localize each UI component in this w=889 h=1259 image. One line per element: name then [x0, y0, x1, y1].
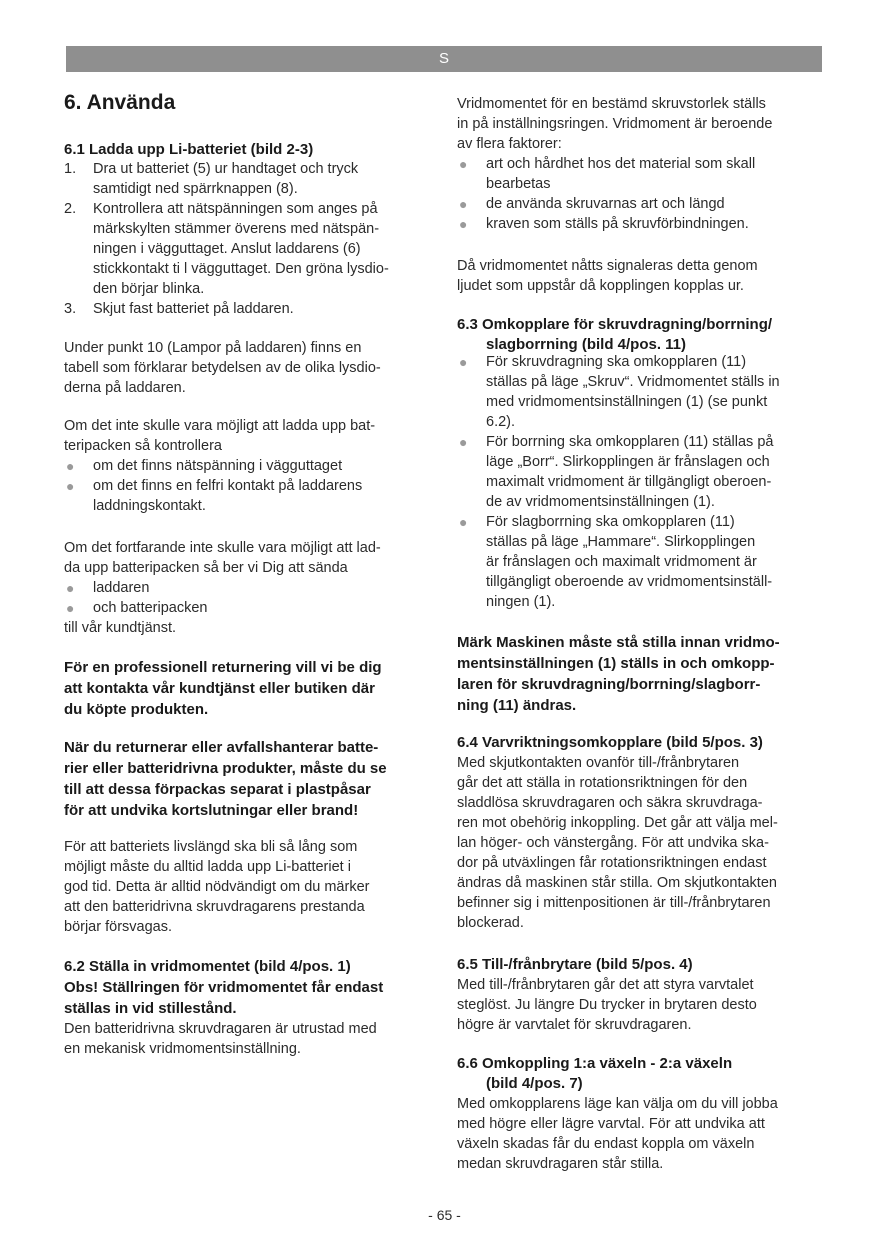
bullet-item: ● kraven som ställs på skruvförbindningen.: [459, 216, 749, 232]
bold-notice-disposal: När du returnerar eller avfallshanterar batte- rier eller batteridrivna produkter, måste du se till att dessa förpackas separat i plastpåsar för att undvika kortslutningar eller brand!: [64, 739, 387, 819]
bullet-item: ● För borrning ska omkopplaren (11) ställas på läge „Borr“. Slirkopplingen är frånslagen och maximalt vridmoment är tillgängligt oberoen- de av vridmomentsinställningen (1).: [459, 434, 774, 510]
bullet-icon: ●: [66, 458, 75, 474]
page-number: - 65 -: [428, 1207, 461, 1223]
heading-6-6: 6.6 Omkoppling 1:a växeln - 2:a växeln (bild 4/pos. 7): [457, 1055, 733, 1092]
bullet-icon: ●: [459, 434, 468, 450]
paragraph-6-4-body: Med skjutkontakten ovanför till-/frånbrytaren går det att ställa in rotationsriktningen för den sladdlösa skruvdragaren och säkra skruvdraga- ren mot obehörig inkoppling. Det går att välja mel- lan höger- och vänstergång. För att undvika ska- dor på utväxlingen får rotationsriktningen endast ändras då maskinen står stilla. Om skjutkontakten befinner sig i mittenpositionen är till-/frånbrytaren blockerad.: [457, 755, 778, 931]
section-title: 6. Använda: [64, 91, 176, 114]
language-header-bar: [66, 46, 822, 72]
bullet-item: ● de använda skruvarnas art och längd: [459, 196, 725, 212]
heading-6-4: 6.4 Varvriktningsomkopplare (bild 5/pos. 3): [457, 734, 763, 751]
bullet-icon: ●: [66, 580, 75, 596]
bullet-icon: ●: [66, 600, 75, 616]
list-item: 3. Skjut fast batteriet på laddaren.: [64, 301, 294, 317]
bullet-item: ● För skruvdragning ska omkopplaren (11) ställas på läge „Skruv“. Vridmomentet ställs in med vridmomentsinställningen (1) (se punkt 6.2).: [459, 354, 780, 430]
bullet-item: ● art och hårdhet hos det material som skall bearbetas: [459, 156, 756, 192]
paragraph-torque-factors: Vridmomentet för en bestämd skruvstorlek ställs in på inställningsringen. Vridmoment är beroende av flera faktorer: ● art och hårdhet hos det material som skall bearbetas ● de använda skruvarnas art och längd ● kraven som ställs på skruvförbindningen.: [457, 94, 827, 234]
heading-6-5: 6.5 Till-/frånbrytare (bild 5/pos. 4): [457, 956, 693, 973]
paragraph-charging-check: Om det inte skulle vara möjligt att ladda upp bat- teripacken så kontrollera ● om det finns nätspänning i vägguttaget ● om det finns en felfri kontakt på laddarens laddningskontakt.: [64, 416, 439, 516]
bullet-item: ● och batteripacken: [66, 600, 208, 616]
bullet-item: ● om det finns nätspänning i vägguttaget: [66, 458, 343, 474]
paragraph-send-to-service: Om det fortfarande inte skulle vara möjligt att lad- da upp batteripacken så ber vi Dig att sända ● laddaren ● och batteripacken till vår kundtjänst.: [64, 538, 439, 638]
heading-6-2: 6.2 Ställa in vridmomentet (bild 4/pos. 1) Obs! Ställringen för vridmomentet får endast ställas in vid stillestånd.: [64, 958, 384, 1017]
bullet-icon: ●: [459, 354, 468, 370]
bullet-item: ● laddaren: [66, 580, 150, 596]
heading-6-1: 6.1 Ladda upp Li-batteriet (bild 2-3): [64, 141, 314, 158]
paragraph-battery-life: För att batteriets livslängd ska bli så lång som möjligt måste du alltid ladda upp Li-batteriet i god tid. Detta är alltid nödvändigt om du märker att den batteridrivna skruvdragarens prestanda börjar försvagas.: [64, 839, 370, 935]
numbered-list-charging: [64, 159, 439, 319]
bullet-icon: ●: [459, 196, 468, 212]
language-tag: S: [438, 50, 449, 67]
bullet-icon: ●: [459, 156, 468, 172]
bullet-list-modes: [457, 352, 827, 612]
paragraph-6-6-body: Med omkopplarens läge kan välja om du vill jobba med högre eller lägre varvtal. För att undvika att växeln skadas får du endast koppla om växeln medan skruvdragaren står stilla.: [457, 1096, 778, 1172]
paragraph-torque-signal: Då vridmomentet nåtts signaleras detta genom ljudet som uppstår då kopplingen kopplas ur.: [457, 258, 758, 294]
paragraph-led-table: Under punkt 10 (Lampor på laddaren) finns en tabell som förklarar betydelsen av de olika lysdio- derna på laddaren.: [64, 340, 381, 396]
list-item: 1. Dra ut batteriet (5) ur handtaget och tryck samtidigt ned spärrknappen (8).: [64, 161, 359, 197]
bullet-icon: ●: [66, 478, 75, 494]
bold-notice-stop-machine: Märk Maskinen måste stå stilla innan vridmo- mentsinställningen (1) ställs in och omkopp- laren för skruvdragning/borrning/slagborr- ning (11) ändras.: [457, 634, 780, 714]
heading-6-3: 6.3 Omkopplare för skruvdragning/borrning/ slagborrning (bild 4/pos. 11): [457, 316, 773, 353]
bullet-icon: ●: [459, 514, 468, 530]
bullet-item: ● om det finns en felfri kontakt på laddarens laddningskontakt.: [66, 478, 363, 514]
bold-notice-returns: För en professionell returnering vill vi be dig att kontakta vår kundtjänst eller butiken där du köpte produkten.: [64, 659, 382, 718]
bullet-item: ● För slagborrning ska omkopplaren (11) ställas på läge „Hammare“. Slirkopplingen är frånslagen och maximalt vridmoment är tillgängligt oberoende av vridmomentsinställ- ningen (1).: [459, 514, 773, 610]
paragraph-6-2-body: Den batteridrivna skruvdragaren är utrustad med en mekanisk vridmomentsinställning.: [64, 1021, 377, 1057]
list-item: 2. Kontrollera att nätspänningen som anges på märkskylten stämmer överens med nätspän- ningen i vägguttaget. Anslut laddarens (6) stickkontakt ti l vägguttaget. Den gröna lysdio- den börjar blinka.: [64, 201, 389, 297]
bullet-icon: ●: [459, 216, 468, 232]
paragraph-6-5-body: Med till-/frånbrytaren går det att styra varvtalet steglöst. Ju längre Du trycker in brytaren desto högre är varvtalet för skruvdragaren.: [457, 977, 757, 1033]
